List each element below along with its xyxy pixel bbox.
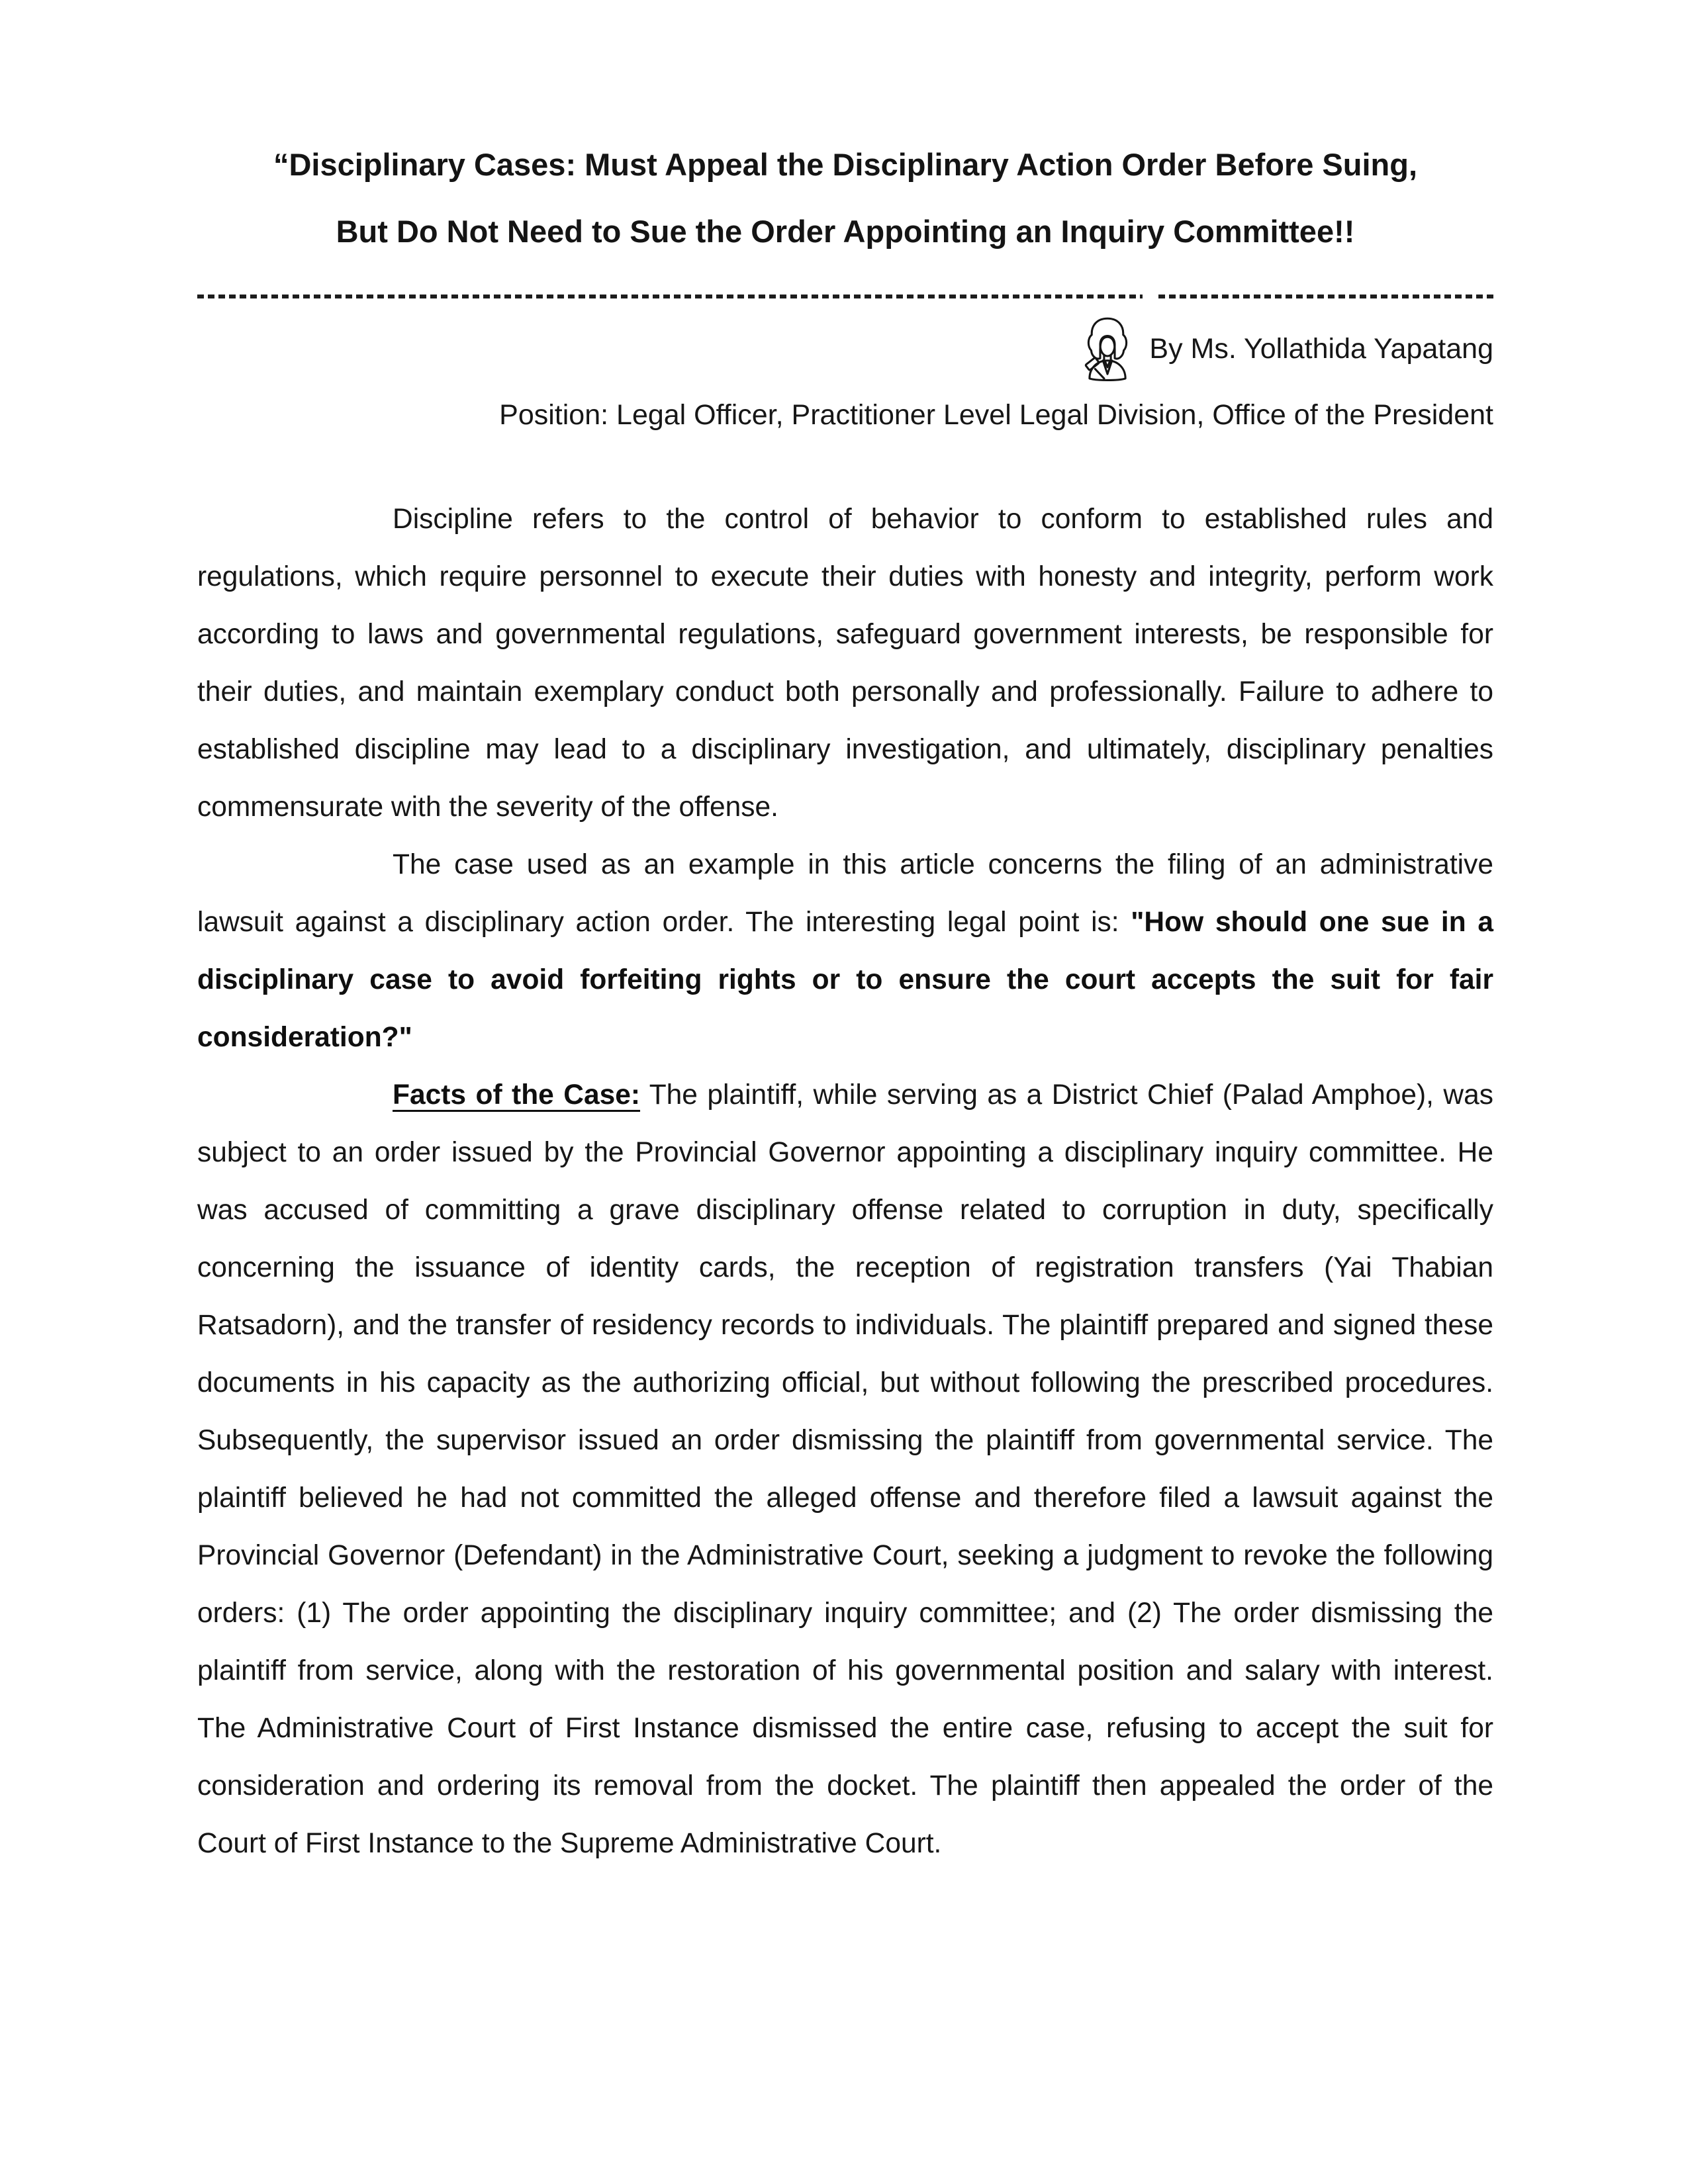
paragraph-discipline-definition: Discipline refers to the control of behavior to conform to established rules and regulations, which require personnel to execute their duties with honesty and integrity, perform work according to laws and governmental regulations, safeguard government interests, be responsible for their duties, and maintain exemplary conduct both personally and professionally. Failure to adhere to established discipline may lead to a disciplinary investigation, and ultimately, disciplinary penalties commensurate with the severity of the offense. xyxy=(197,504,1493,823)
facts-text: The plaintiff, while serving as a District Chief (Palad Amphoe), was subject to an order issued by the Provincial Governor appointing a disciplinary inquiry committee. He was accused of committing a grave disciplinary offense related to corruption in duty, specifically concerning the issuance of identity cards, the reception of registration transfers (Yai Thabian Ratsadorn), and the transfer of residency records to individuals. The plaintiff prepared and signed these documents in his capacity as the authorizing official, but without following the prescribed procedures. Subsequently, the supervisor issued an order dismissing the plaintiff from governmental service. The plaintiff believed he had not committed the alleged offense and therefore filed a lawsuit against the Provincial Governor (Defendant) in the Administrative Court, seeking a judgment to revoke the following orders: (1) The order appointing the disciplinary inquiry committee; and (2) The order dismissing the plaintiff from service, along with the restoration of his governmental position and salary with interest. The Administrative Court of First Instance dismissed the entire case, refusing to accept the suit for consideration and ordering its removal from the docket. The plaintiff then appealed the order of the Court of First Instance to the Supreme Administrative Court. xyxy=(197,1079,1493,1859)
woman-judge-with-gavel-icon xyxy=(1079,316,1136,382)
author-name: By Ms. Yollathida Yapatang xyxy=(1149,333,1493,365)
facts-heading: Facts of the Case: xyxy=(393,1079,641,1111)
byline xyxy=(197,316,1493,382)
paragraph-facts-of-case xyxy=(197,1066,1493,1872)
dashed-divider-segment-left xyxy=(197,295,1143,298)
article-body xyxy=(197,490,1493,1872)
article-title-line2: But Do Not Need to Sue the Order Appointing an Inquiry Committee!! xyxy=(336,214,1355,249)
case-example-intro: The case used as an example in this article concerns the filing of an administrative lawsuit against a disciplinary action order. The interesting legal point is: xyxy=(197,849,1493,938)
article-title xyxy=(197,131,1493,265)
dashed-divider xyxy=(197,294,1493,298)
article-title-line1: “Disciplinary Cases: Must Appeal the Disciplinary Action Order Before Suing, xyxy=(273,147,1418,182)
author-position: Position: Legal Officer, Practitioner Level Legal Division, Office of the President xyxy=(499,399,1493,431)
dashed-divider-segment-right xyxy=(1158,295,1493,298)
legal-question-bold: "How should one sue in a disciplinary case to avoid forfeiting rights or to ensure the court accepts the suit for fair consideration?" xyxy=(197,907,1493,1053)
paragraph-case-example xyxy=(197,836,1493,1066)
